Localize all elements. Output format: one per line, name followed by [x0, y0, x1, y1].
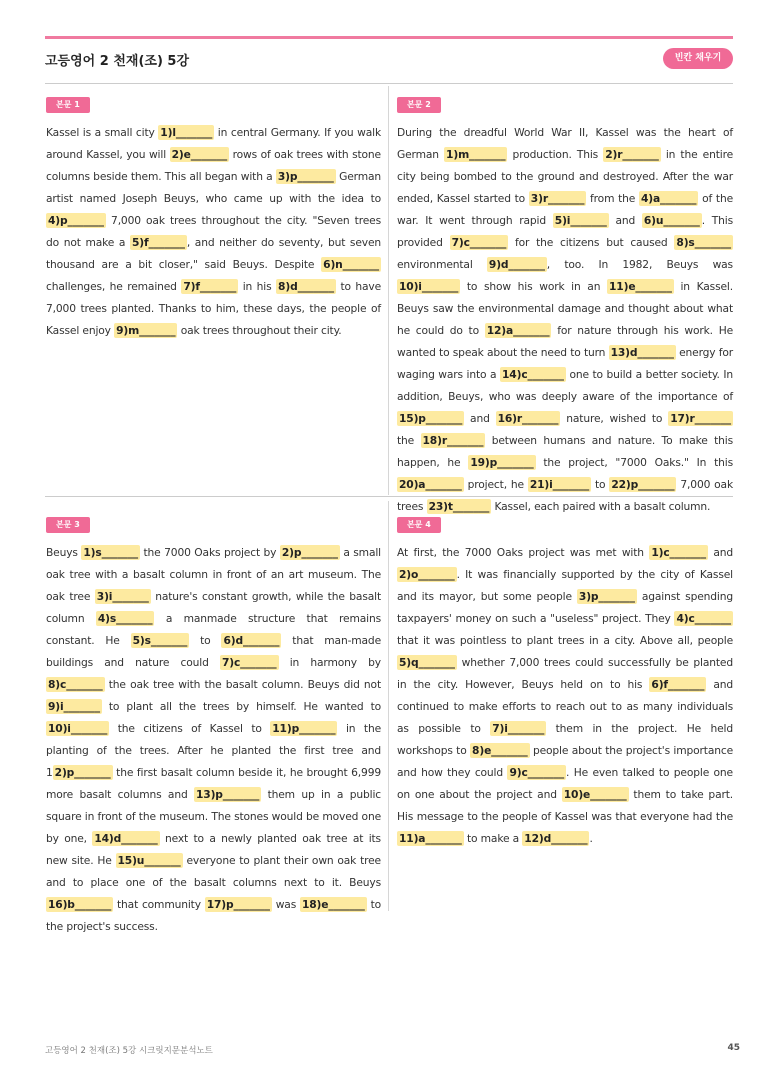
top-accent-rule: [45, 36, 733, 39]
blank-field[interactable]: 16)r_______: [497, 412, 559, 425]
blank-field[interactable]: 6)n_______: [323, 258, 379, 271]
passage-text-run: rows of oak trees with stone columns beside them. This all began with a: [46, 148, 381, 183]
blank-field[interactable]: 18)r_______: [422, 434, 484, 447]
passage-text-run: project, he: [463, 478, 528, 491]
passage-text-run: During the dreadful World War II, Kassel was the heart of German: [397, 126, 733, 161]
blank-field[interactable]: 7)f_______: [183, 280, 237, 293]
passage-text-run: a small oak tree with a basalt column in front of an art museum. The oak tree: [46, 546, 381, 603]
blank-field[interactable]: 20)a_______: [399, 478, 462, 491]
passage-text-run: them to take part. His message to the people of Kassel was that everyone had the: [397, 788, 733, 823]
passage-text-run: the 7000 Oaks project by: [139, 546, 280, 559]
passage-text-run: between humans and nature. To make this happen, he: [397, 434, 733, 469]
passage-text-run: to: [591, 478, 610, 491]
blank-field[interactable]: 15)p_______: [399, 412, 463, 425]
passage-text-run: in Kassel. Beuys saw the environmental damage and thought about what he could do to: [397, 280, 733, 337]
passage-text-run: in the planting of the trees. After he planted the first tree and 1: [46, 722, 381, 779]
blank-field[interactable]: 14)c_______: [502, 368, 564, 381]
passage-text-run: nature's constant growth, while the basalt column: [46, 590, 381, 625]
passage-text-run: to have 7,000 trees planted. Thanks to him, these days, the people of Kassel enjoy: [46, 280, 381, 337]
blank-field[interactable]: 9)c_______: [509, 766, 565, 779]
footer-book-title: 고등영어 2 천재(조) 5강 시크릿지문분석노트: [45, 1046, 213, 1056]
passage-text-run: to: [189, 634, 222, 647]
passage-text: [397, 542, 733, 850]
blank-field[interactable]: 9)m_______: [116, 324, 176, 337]
page-title: 고등영어 2 천재(조) 5강: [45, 54, 190, 69]
passage-text: [46, 122, 381, 342]
passage-text-run: . He even talked to people one on one about the project and: [397, 766, 733, 801]
passage-text-run: in central Germany. If you walk around Kassel, you will: [46, 126, 381, 161]
passage-text-run: against spending taxpayers' money on such a "useless" project. They: [397, 590, 733, 625]
passage-text-run: for the citizens but caused: [508, 236, 675, 249]
blank-field[interactable]: 3)p_______: [277, 170, 334, 183]
passage-text-run: that it was pointless to plant trees in a city. Above all, people: [397, 634, 733, 647]
blank-field[interactable]: 5)s_______: [132, 634, 188, 647]
blank-field[interactable]: 12)a_______: [486, 324, 550, 337]
passage-text-run: . It was financially supported by the city of Kassel and its mayor, but some people: [397, 568, 733, 603]
blank-field[interactable]: 1)l_______: [160, 126, 213, 139]
blank-field[interactable]: 4)s_______: [97, 612, 153, 625]
passage-text-run: challenges, he remained: [46, 280, 182, 293]
blank-field[interactable]: 5)q_______: [399, 656, 455, 669]
passage-section-3: [46, 512, 381, 938]
passage-text-run: .: [589, 832, 593, 845]
passage-text-run: and: [707, 546, 733, 559]
passage-text-run: German artist named Joseph Beuys, who came up with the idea to: [46, 170, 381, 205]
passage-text-run: the: [397, 434, 421, 447]
blank-field[interactable]: 19)p_______: [470, 456, 534, 469]
passage-text-run: the citizens of Kassel to: [109, 722, 271, 735]
blank-field[interactable]: 11)a_______: [399, 832, 462, 845]
passage-text-run: to show his work in an: [460, 280, 608, 293]
section-tag: 본문 1: [46, 97, 90, 113]
passage-text-run: them up in a public square in front of the museum. The stones would be moved one by one,: [46, 788, 381, 845]
blank-field[interactable]: 7)i_______: [492, 722, 545, 735]
passage-text-run: . This provided: [397, 214, 733, 249]
blank-field[interactable]: 11)e_______: [609, 280, 672, 293]
blank-field[interactable]: 18)e_______: [301, 898, 365, 911]
blank-field[interactable]: 7)c_______: [451, 236, 507, 249]
blank-field[interactable]: 3)r_______: [530, 192, 585, 205]
blank-field[interactable]: 21)i_______: [529, 478, 590, 491]
blank-field[interactable]: 10)i_______: [48, 722, 108, 735]
section-tag: 본문 2: [397, 97, 441, 113]
passage-text-run: , and neither do seventy, but seven thousand are a bit closer," said Beuys. Despite: [46, 236, 381, 271]
passage-text: [397, 122, 733, 518]
passage-text-run: production. This: [507, 148, 604, 161]
blank-field[interactable]: 11)p_______: [272, 722, 336, 735]
column-divider-bottom: [388, 501, 389, 911]
blank-field[interactable]: 17)p_______: [206, 898, 270, 911]
blank-field[interactable]: 1)m_______: [446, 148, 506, 161]
blank-field[interactable]: 2)o_______: [399, 568, 455, 581]
passage-text-run: one to build a better society. In addition, Beuys, who was deeply aware of the importance of: [397, 368, 733, 403]
column-divider-top: [388, 86, 389, 495]
passage-text-run: people about the project's importance and how they could: [397, 744, 733, 779]
passage-text-run: energy for waging wars into a: [397, 346, 733, 381]
passage-text-run: to the project's success.: [46, 898, 381, 933]
passage-text-run: was: [271, 898, 300, 911]
blank-field[interactable]: 7)c_______: [221, 656, 277, 669]
passage-text-run: and: [608, 214, 642, 227]
passage-text-run: in harmony by: [278, 656, 381, 669]
blank-field[interactable]: 10)i_______: [399, 280, 459, 293]
page-number: 45: [727, 1043, 740, 1053]
blank-field[interactable]: 22)p_______: [611, 478, 675, 491]
passage-section-1: [46, 92, 381, 342]
passage-section-4: [397, 512, 733, 850]
blank-field[interactable]: 13)d_______: [610, 346, 674, 359]
blank-field[interactable]: 4)a_______: [640, 192, 697, 205]
blank-field[interactable]: 17)r_______: [670, 412, 731, 425]
passage-text-run: 7,000 oak trees throughout the city. "Seven trees do not make a: [46, 214, 381, 249]
blank-field[interactable]: 4)c_______: [676, 612, 731, 625]
header-divider: [45, 83, 733, 84]
passage-text-run: the oak tree with the basalt column. Beuys did not: [104, 678, 381, 691]
passage-text-run: that man-made buildings and nature could: [46, 634, 381, 669]
passage-text-run: Beuys: [46, 546, 82, 559]
passage-text-run: everyone to plant their own oak tree and to place one of the basalt columns next to it. Beuys: [46, 854, 381, 889]
blank-field[interactable]: 8)c_______: [48, 678, 103, 691]
passage-text-run: environmental: [397, 258, 487, 271]
passage-text-run: whether 7,000 trees could successfully be planted in the city. However, Beuys held on to his: [397, 656, 733, 691]
passage-text-run: that community: [113, 898, 205, 911]
passage-text-run: nature, wished to: [560, 412, 669, 425]
passage-text-run: Kassel, each paired with a basalt column.: [491, 500, 711, 513]
blank-field[interactable]: 5)i_______: [554, 214, 607, 227]
blank-field[interactable]: 15)u_______: [117, 854, 181, 867]
blank-field[interactable]: 23)t_______: [428, 500, 490, 513]
blank-field[interactable]: 13)p_______: [196, 788, 260, 801]
blank-field[interactable]: 5)f_______: [131, 236, 185, 249]
blank-field[interactable]: 2)r_______: [605, 148, 659, 161]
passage-text-run: the project, "7000 Oaks." In this: [535, 456, 734, 469]
section-tag: 본문 3: [46, 517, 90, 533]
passage-text-run: a manmade structure that remains constant. He: [46, 612, 381, 647]
passage-text-run: the first basalt column beside it, he brought 6,999 more basalt columns and: [46, 766, 381, 801]
blank-field[interactable]: 8)s_______: [676, 236, 731, 249]
blank-field[interactable]: 1)s_______: [83, 546, 138, 559]
passage-section-2: [397, 92, 733, 518]
passage-text-run: next to a newly planted oak tree at its new site. He: [46, 832, 381, 867]
passage-text: [46, 542, 381, 938]
passage-text-run: and continued to make efforts to reach out to as many individuals as possible to: [397, 678, 733, 735]
passage-text-run: , too. In 1982, Beuys was: [546, 258, 733, 271]
fill-in-blank-badge: 빈칸 채우기: [663, 48, 733, 69]
blank-field[interactable]: 12)d_______: [524, 832, 588, 845]
blank-field[interactable]: 14)d_______: [94, 832, 158, 845]
blank-field[interactable]: 3)p_______: [578, 590, 635, 603]
blank-field[interactable]: 8)e_______: [472, 744, 528, 757]
blank-field[interactable]: 2)e_______: [171, 148, 228, 161]
blank-field[interactable]: 6)f_______: [651, 678, 705, 691]
blank-field[interactable]: 4)p_______: [48, 214, 104, 227]
passage-text-run: for nature through his work. He wanted to speak about the need to turn: [397, 324, 734, 359]
passage-text-run: At first, the 7000 Oaks project was met with: [397, 546, 650, 559]
blank-field[interactable]: 8)d_______: [278, 280, 334, 293]
passage-text-run: oak trees throughout their city.: [177, 324, 342, 337]
blank-field[interactable]: 2)p_______: [54, 766, 111, 779]
passage-text-run: Kassel is a small city: [46, 126, 159, 139]
blank-field[interactable]: 9)d_______: [488, 258, 545, 271]
blank-field[interactable]: 1)c_______: [651, 546, 706, 559]
passage-text-run: in his: [238, 280, 277, 293]
blank-field[interactable]: 3)i_______: [96, 590, 149, 603]
passage-text-run: to plant all the trees by himself. He wanted to: [101, 700, 381, 713]
blank-field[interactable]: 2)p_______: [281, 546, 338, 559]
passage-text-run: from the: [586, 192, 639, 205]
blank-field[interactable]: 6)u_______: [643, 214, 700, 227]
passage-text-run: to make a: [463, 832, 523, 845]
blank-field[interactable]: 10)e_______: [563, 788, 627, 801]
blank-field[interactable]: 16)b_______: [48, 898, 112, 911]
passage-text-run: 7,000 oak trees: [397, 478, 733, 513]
passage-text-run: of the war. It went through rapid: [397, 192, 733, 227]
passage-text-run: them in the project. He held workshops to: [397, 722, 733, 757]
passage-text-run: in the entire city being bombed to the ground and destroyed. After the war ended, Kassel started to: [397, 148, 734, 205]
blank-field[interactable]: 6)d_______: [223, 634, 280, 647]
section-tag: 본문 4: [397, 517, 441, 533]
passage-text-run: and: [464, 412, 496, 425]
blank-field[interactable]: 9)i_______: [48, 700, 100, 713]
